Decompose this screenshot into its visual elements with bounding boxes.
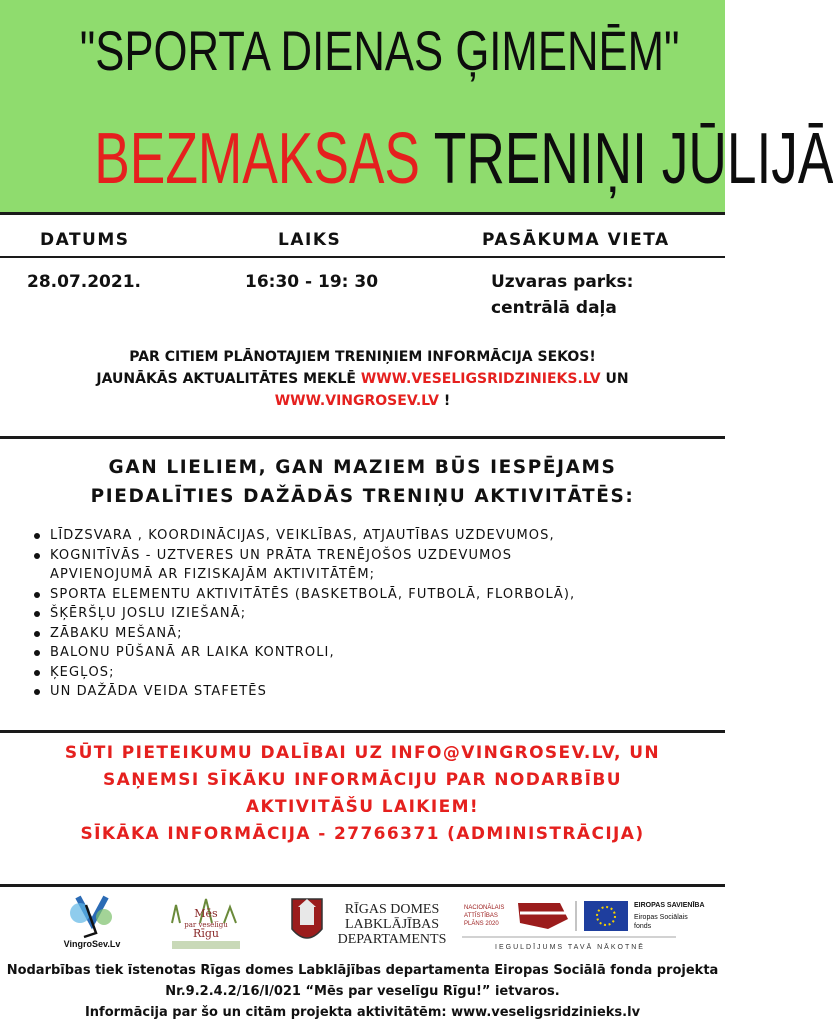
list-item-text: LĪDZSVARA , KOORDINĀCIJAS, VEIKLĪBAS, ATJAUTĪBAS UZDEVUMOS, bbox=[50, 528, 555, 543]
list-item bbox=[34, 643, 714, 663]
riga-text: DEPARTAMENTS bbox=[337, 932, 447, 947]
list-item-text: KOGNITĪVĀS - UZTVERES UN PRĀTA TRENĒJOŠOS UZDEVUMOS bbox=[50, 547, 513, 563]
date-header: DATUMS bbox=[40, 230, 130, 250]
divider bbox=[0, 256, 725, 258]
footer-line2: Nr.9.2.4.2/16/I/021 “Mēs par veselīgu Rīgu!” ietvaros. bbox=[165, 984, 560, 999]
mes-text: Mēs bbox=[194, 907, 218, 920]
riga-text: RĪGAS DOMES bbox=[344, 902, 440, 917]
free-label: BEZMAKSAS bbox=[94, 119, 420, 199]
trainings-july-label: TRENIŅI JŪLIJĀ bbox=[433, 119, 833, 199]
activities-heading bbox=[0, 453, 725, 511]
list-item bbox=[34, 585, 714, 605]
activities-list bbox=[34, 526, 714, 702]
contact-line1: SŪTI PIETEIKUMU DALĪBAI UZ INFO@VINGROSEV.LV, UN bbox=[64, 743, 661, 763]
logos-strip bbox=[0, 893, 725, 958]
time-value: 16:30 - 19: 30 bbox=[245, 272, 379, 292]
eu-text: EIROPAS SAVIENĪBA bbox=[634, 902, 705, 909]
list-item bbox=[34, 663, 714, 683]
vingrosev-link[interactable]: WWW.VINGROSEV.LV bbox=[274, 393, 439, 409]
upcoming-notice bbox=[0, 346, 725, 412]
bullet-icon bbox=[34, 670, 40, 676]
riga-coat-of-arms-icon bbox=[292, 899, 322, 938]
eu-flag-icon bbox=[584, 901, 628, 931]
bullet-icon bbox=[34, 689, 40, 695]
list-item-text: APVIENOJUMĀ AR FIZISKAJĀM AKTIVITĀTĒM; bbox=[50, 567, 376, 582]
partner-logos bbox=[0, 893, 725, 958]
bullet-icon bbox=[34, 650, 40, 656]
bullet-icon bbox=[34, 631, 40, 637]
list-item-text: SPORTA ELEMENTU AKTIVITĀTĒS (BASKETBOLĀ, FUTBOLĀ, FLORBOLĀ), bbox=[50, 586, 576, 602]
notice-line2 bbox=[0, 368, 725, 390]
list-item bbox=[34, 546, 714, 566]
event-subtitle bbox=[94, 118, 833, 200]
time-header: LAIKS bbox=[278, 230, 342, 250]
registration-info bbox=[0, 740, 725, 848]
footer-line1: Nodarbības tiek īstenotas Rīgas domes Labklājības departamenta Eiropas Sociālā fonda projekta bbox=[6, 963, 719, 978]
bullet-icon bbox=[34, 611, 40, 617]
activities-heading-line2: PIEDALĪTIES DAŽĀDĀS TRENIŅU AKTIVITĀTĒS: bbox=[90, 486, 635, 507]
mes-text: Rīgu bbox=[193, 927, 219, 940]
activities-heading-line1: GAN LIELIEM, GAN MAZIEM BŪS IESPĒJAMS bbox=[108, 457, 617, 478]
notice-line3 bbox=[0, 390, 725, 412]
contact-phone: SĪKĀKA INFORMĀCIJA - 27766371 (ADMINISTRĀCIJA) bbox=[80, 824, 645, 844]
contact-line2: SAŅEMSI SĪKĀKU INFORMĀCIJU PAR NODARBĪBU bbox=[103, 770, 622, 790]
notice-line1: PAR CITIEM PLĀNOTAJIEM TRENIŅIEM INFORMĀCIJA SEKOS! bbox=[129, 349, 596, 365]
notice-text: ! bbox=[439, 393, 451, 409]
riga-text: LABKLĀJĪBAS bbox=[344, 917, 440, 932]
divider bbox=[0, 436, 725, 439]
list-item-text: ŠĶĒRŠĻU JOSLU IZIEŠANĀ; bbox=[50, 606, 247, 621]
list-item bbox=[34, 682, 714, 702]
notice-text: JAUNĀKĀS AKTUALITĀTES MEKLĒ bbox=[96, 371, 361, 387]
nap-text: NACIONĀLAIS bbox=[464, 905, 505, 911]
bullet-icon bbox=[34, 592, 40, 598]
list-item-text: BALONU PŪŠANĀ AR LAIKA KONTROLI, bbox=[50, 645, 335, 660]
nap2020-logo bbox=[464, 903, 568, 929]
mes-text: par veselīgu bbox=[184, 921, 228, 929]
list-item-text: ZĀBAKU MEŠANĀ; bbox=[50, 625, 183, 641]
date-value: 28.07.2021. bbox=[27, 272, 142, 292]
eu-text: Eiropas Sociālais bbox=[634, 914, 688, 921]
vingrosev-text: VingroSev.Lv bbox=[63, 939, 121, 949]
list-item bbox=[34, 526, 714, 546]
place-line1: Uzvaras parks: bbox=[491, 272, 634, 292]
eu-investment-text: IEGULDĪJUMS TAVĀ NĀKOTNĒ bbox=[495, 944, 645, 951]
place-line2: centrālā daļa bbox=[491, 298, 617, 318]
bullet-icon bbox=[34, 533, 40, 539]
list-item-text: UN DAŽĀDA VEIDA STAFETĒS bbox=[50, 684, 267, 699]
footer-line3: Informācija par šo un citām projekta aktivitātēm: www.veseligsridzinieks.lv bbox=[84, 1005, 641, 1020]
list-item bbox=[34, 604, 714, 624]
contact-line3: AKTIVITĀŠU LAIKIEM! bbox=[245, 797, 480, 817]
bullet-icon bbox=[34, 553, 40, 559]
veseligsridzinieks-link[interactable]: WWW.VESELIGSRIDZINIEKS.LV bbox=[360, 371, 601, 387]
eu-text: fonds bbox=[634, 923, 652, 930]
place-header: PASĀKUMA VIETA bbox=[482, 230, 670, 250]
notice-text: UN bbox=[600, 371, 629, 387]
divider bbox=[0, 730, 725, 733]
project-footer bbox=[0, 960, 725, 1023]
nap-text: PLĀNS 2020 bbox=[464, 921, 499, 927]
vingrosev-logo bbox=[64, 897, 121, 949]
list-item-text: ĶEGĻOS; bbox=[50, 664, 115, 680]
nap-text: ATTĪSTĪBAS bbox=[464, 913, 498, 919]
divider bbox=[0, 884, 725, 887]
mes-par-rigu-logo bbox=[172, 899, 240, 949]
event-title: "SPORTA DIENAS ĢIMENĒM" bbox=[79, 19, 680, 82]
list-item-continuation bbox=[34, 565, 714, 585]
divider bbox=[0, 212, 725, 215]
list-item bbox=[34, 624, 714, 644]
